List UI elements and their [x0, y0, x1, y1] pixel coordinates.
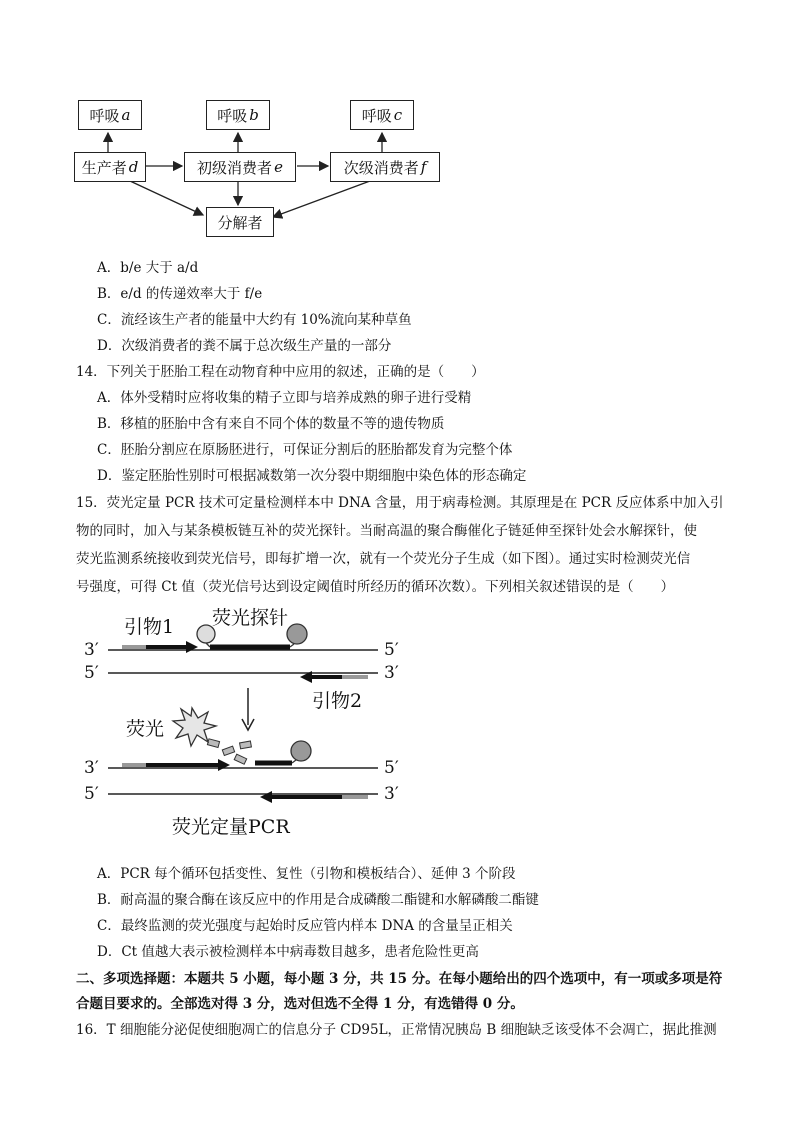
probe-label: 荧光探针 — [212, 607, 289, 629]
bottom-strand2-5prime: 5′ — [84, 784, 99, 804]
section2-heading-line2: 合题目要求的。全部选对得 3 分，选对但选不全得 1 分，有选错得 0 分。 — [76, 996, 524, 1012]
q13-option-c: C．流经该生产者的能量中大约有 10%流向某种草鱼 — [97, 312, 412, 328]
q15-stem-line3: 荧光监测系统接收到荧光信号，即每扩增一次，就有一个荧光分子生成（如下图）。通过实时检测荧光信 — [76, 551, 691, 567]
primary-consumer-box — [184, 152, 296, 182]
decomposer-box — [206, 207, 274, 237]
top-strand2-3prime: 3′ — [384, 663, 399, 683]
top-strand1-5prime: 5′ — [384, 640, 399, 660]
q15-stem-line1: 15．荧光定量 PCR 技术可定量检测样本中 DNA 含量，用于病毒检测。其原理是在 PCR 反应体系中加入引 — [76, 495, 724, 511]
primer2-label: 引物2 — [312, 690, 363, 712]
q15-option-d: D．Ct 值越大表示被检测样本中病毒数目越多，患者危险性更高 — [97, 944, 479, 960]
primary-consumer-label: 初级消费者 — [197, 158, 273, 177]
bottom-strand2-3prime: 3′ — [384, 784, 399, 804]
q14-stem: 14．下列关于胚胎工程在动物育种中应用的叙述，正确的是（ ） — [76, 364, 485, 380]
bottom-strand1-3prime: 3′ — [84, 758, 99, 778]
q15-stem-line4: 号强度，可得 Ct 值（荧光信号达到设定阈值时所经历的循环次数）。下列相关叙述错误的是（ ） — [76, 579, 675, 595]
respiration-b-var: b — [249, 106, 259, 124]
fluorescence-label: 荧光 — [126, 718, 165, 740]
secondary-consumer-box — [330, 152, 440, 182]
producer-box — [74, 152, 146, 182]
respiration-b-label: 呼吸 — [217, 106, 248, 125]
decomposer-label: 分解者 — [217, 213, 263, 232]
respiration-b-box — [206, 100, 270, 130]
q15-stem-line2: 物的同时，加入与某条模板链互补的荧光探针。当耐高温的聚合酶催化子链延伸至探针处会水解探针，使 — [76, 523, 697, 539]
respiration-c-box — [350, 100, 414, 130]
primer1-label: 引物1 — [124, 616, 175, 638]
q13-option-b: B．e/d 的传递效率大于 f/e — [97, 286, 263, 302]
pcr-caption: 荧光定量PCR — [172, 816, 290, 838]
q13-option-d: D．次级消费者的粪不属于总次级生产量的一部分 — [97, 338, 392, 354]
respiration-a-var: a — [121, 106, 131, 124]
q14-option-a: A．体外受精时应将收集的精子立即与培养成熟的卵子进行受精 — [97, 390, 472, 406]
q15-option-b: B．耐高温的聚合酶在该反应中的作用是合成磷酸二酯键和水解磷酸二酯键 — [97, 892, 539, 908]
q14-option-c: C．胚胎分割应在原肠胚进行，可保证分割后的胚胎都发育为完整个体 — [97, 442, 513, 458]
secondary-consumer-var: f — [420, 158, 427, 176]
producer-label: 生产者 — [81, 158, 127, 177]
producer-var: d — [128, 158, 139, 176]
primary-consumer-var: e — [274, 158, 283, 176]
pcr-diagram — [80, 600, 420, 840]
q16-stem-line1: 16．T 细胞能分泌促使细胞凋亡的信息分子 CD95L，正常情况胰岛 B 细胞缺乏该受体不会凋亡，据此推测 — [76, 1022, 717, 1038]
secondary-consumer-label: 次级消费者 — [343, 158, 419, 177]
section2-heading-line1: 二、多项选择题：本题共 5 小题，每小题 3 分，共 15 分。在每小题给出的四个选项中，有一项或多项是符 — [76, 971, 723, 987]
energy-flow-diagram — [70, 95, 450, 245]
q15-option-c: C．最终监测的荧光强度与起始时反应管内样本 DNA 的含量呈正相关 — [97, 918, 513, 934]
top-strand1-3prime: 3′ — [84, 640, 99, 660]
q13-option-a: A．b/e 大于 a/d — [97, 260, 199, 276]
respiration-a-box — [78, 100, 142, 130]
q14-option-d: D．鉴定胚胎性别时可根据减数第一次分裂中期细胞中染色体的形态确定 — [97, 468, 527, 484]
respiration-a-label: 呼吸 — [89, 106, 120, 125]
bottom-strand1-5prime: 5′ — [384, 758, 399, 778]
respiration-c-label: 呼吸 — [361, 106, 392, 125]
top-strand2-5prime: 5′ — [84, 663, 99, 683]
q14-option-b: B．移植的胚胎中含有来自不同个体的数量不等的遗传物质 — [97, 416, 445, 432]
q15-option-a: A．PCR 每个循环包括变性、复性（引物和模板结合）、延伸 3 个阶段 — [97, 866, 516, 882]
respiration-c-var: c — [393, 106, 403, 124]
